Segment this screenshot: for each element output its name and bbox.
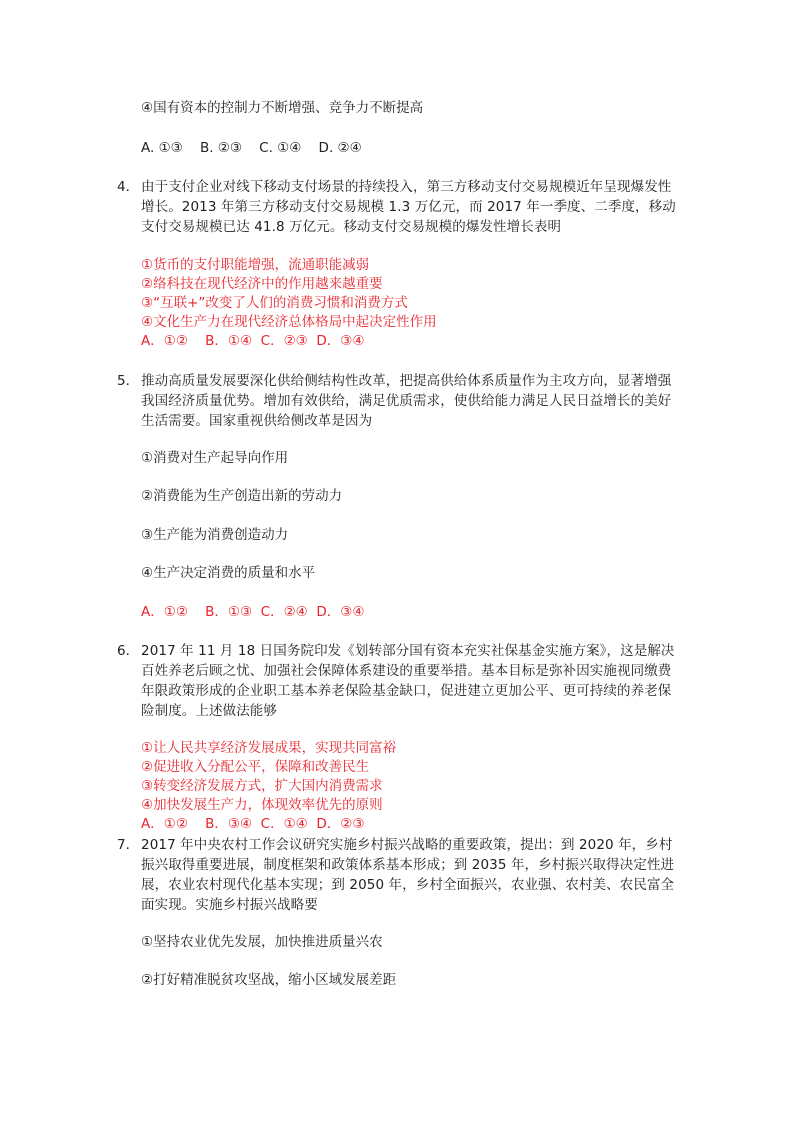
q5-answer-choices: A．①② B．①③ C．②④ D．③④ (141, 604, 365, 620)
q4-answer-choices: A．①② B．①④ C．②③ D．③④ (141, 333, 365, 349)
q6-option-4: ④加快发展生产力，体现效率优先的原则 (141, 797, 383, 813)
q7-option-1: ①坚持农业优先发展，加快推进质量兴农 (141, 934, 383, 950)
q4-number: 4． (117, 179, 140, 195)
q6-answer-choices: A．①② B．③④ C．①④ D．②③ (141, 816, 365, 832)
q3-option-4: ④国有资本的控制力不断增强、竞争力不断提高 (141, 100, 424, 116)
q4-option-4: ④文化生产力在现代经济总体格局中起决定性作用 (141, 314, 437, 330)
q6-option-1: ①让人民共享经济发展成果，实现共同富裕 (141, 740, 397, 756)
q4-option-1: ①货币的支付职能增强，流通职能减弱 (141, 257, 370, 273)
q7-number: 7． (117, 837, 140, 853)
q5-number: 5． (117, 373, 140, 389)
q3-answer-choices: A. ①③ B. ②③ C. ①④ D. ②④ (141, 140, 362, 156)
q4-stem: 由于支付企业对线下移动支付场景的持续投入，第三方移动支付交易规模近年呈现爆发性增长。2013 年第三方移动支付交易规模 1.3 万亿元，而 2017 年一季度、二季度，移动支付交易规模已达 41.8 万亿元。移动支付交易规模的爆发性增长表明 (141, 179, 676, 235)
q4-option-3: ③“互联+”改变了人们的消费习惯和消费方式 (141, 295, 408, 311)
q6-option-2: ②促进收入分配公平，保障和改善民生 (141, 759, 370, 775)
q6-stem: 2017 年 11 月 18 日国务院印发《划转部分国有资本充实社保基金实施方案》，这是解决百姓养老后顾之忧、加强社会保障体系建设的重要举措。基本目标是弥补因实施视同缴费年限政策形成的企业职工基本养老保险基金缺口，促进建立更加公平、更可持续的养老保险制度。上述做法能够 (141, 643, 675, 719)
q7-option-2: ②打好精准脱贫攻坚战，缩小区域发展差距 (141, 972, 397, 988)
q5-option-1: ①消费对生产起导向作用 (141, 450, 289, 466)
q5-option-2: ②消费能为生产创造出新的劳动力 (141, 488, 343, 504)
q6-number: 6． (117, 643, 140, 659)
q5-option-4: ④生产决定消费的质量和水平 (141, 565, 316, 581)
q4-option-2: ②络科技在现代经济中的作用越来越重要 (141, 276, 383, 292)
q5-stem: 推动高质量发展要深化供给侧结构性改革，把提高供给体系质量作为主攻方向，显著增强我国经济质量优势。增加有效供给，满足优质需求，使供给能力满足人民日益增长的美好生活需要。国家重视供给侧改革是因为 (141, 373, 672, 429)
q5-option-3: ③生产能为消费创造动力 (141, 527, 289, 543)
q6-option-3: ③转变经济发展方式，扩大国内消费需求 (141, 778, 383, 794)
q7-stem: 2017 年中央农村工作会议研究实施乡村振兴战略的重要政策，提出：到 2020 年，乡村振兴取得重要进展，制度框架和政策体系基本形成；到 2035 年，乡村振兴取得决定性进展，农业农村现代化基本实现；到 2050 年，乡村全面振兴，农业强、农村美、农民富全面实现。实施乡村振兴战略要 (141, 837, 675, 913)
